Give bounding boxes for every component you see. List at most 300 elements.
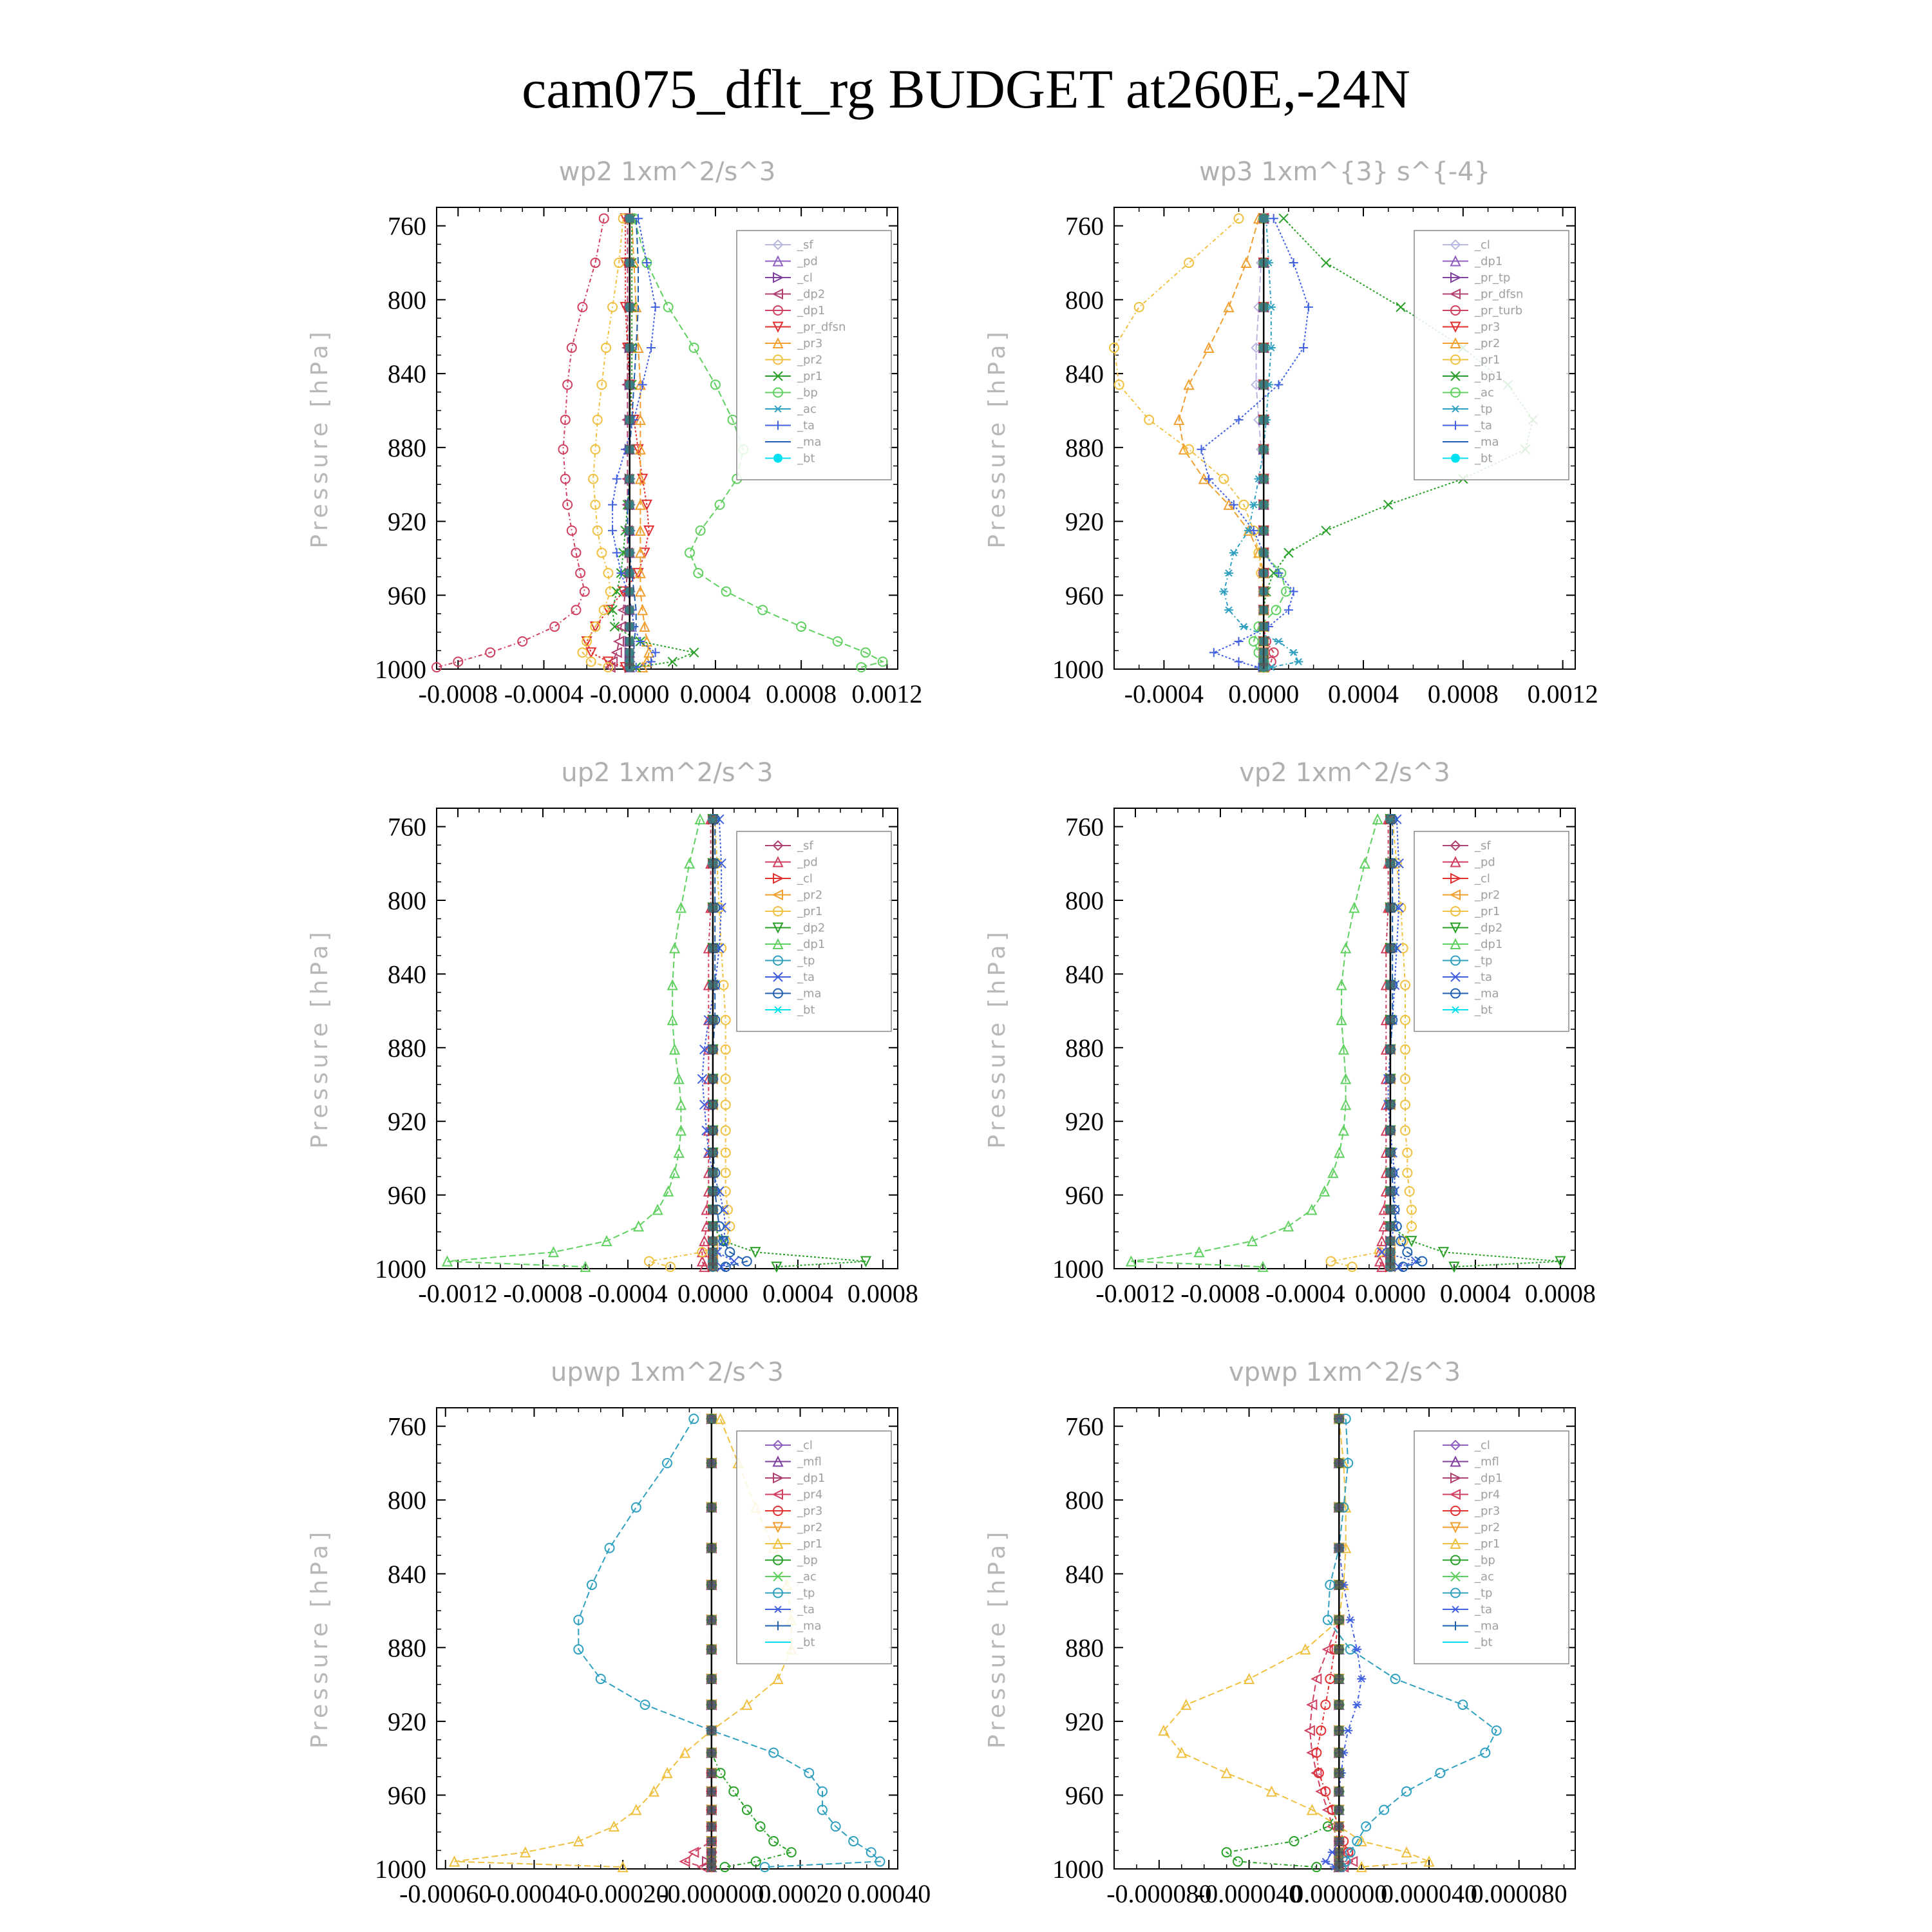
x-tick-label: -0.0012 — [418, 1279, 498, 1308]
legend-label: _cl — [1475, 238, 1490, 252]
data-point — [1184, 380, 1193, 389]
data-point — [580, 587, 589, 596]
zero-point — [708, 1045, 717, 1054]
y-tick-label: 800 — [1065, 886, 1104, 915]
zero-point — [707, 1459, 716, 1468]
zero-point — [707, 1805, 716, 1814]
y-tick-label: 920 — [1065, 1107, 1104, 1137]
x-tick-label: -0.00060 — [399, 1879, 492, 1908]
zero-point — [707, 1848, 716, 1857]
zero-point — [1334, 1822, 1343, 1831]
legend-label: _dp2 — [797, 287, 826, 301]
legend-label: _dp1 — [797, 938, 826, 951]
legend-label: _pr2 — [1475, 888, 1501, 902]
x-tick-label: 0.0004 — [1328, 679, 1399, 708]
zero-point — [1334, 1787, 1343, 1796]
data-point — [1224, 303, 1233, 312]
data-point — [1222, 1768, 1231, 1777]
legend-label: _pd — [797, 254, 818, 269]
y-tick-label: 960 — [388, 1781, 426, 1810]
zero-point — [1386, 981, 1395, 990]
y-tick-label: 880 — [1065, 1633, 1104, 1663]
data-point — [1343, 1727, 1352, 1734]
zero-point — [1334, 1459, 1343, 1468]
data-point — [1373, 815, 1382, 824]
legend-label: _dp1 — [797, 304, 826, 317]
legend-label: _ma — [797, 1619, 822, 1633]
legend-label: _ac — [1475, 1570, 1494, 1584]
x-tick-label: 0.000080 — [1470, 1879, 1567, 1908]
data-point — [1233, 1857, 1242, 1866]
panel-1 — [307, 157, 922, 708]
legend-label: _sf — [797, 238, 813, 252]
zero-point — [1334, 1544, 1343, 1553]
data-point — [1135, 303, 1144, 312]
y-tick-label: 840 — [1065, 359, 1104, 389]
zero-point — [1334, 1837, 1343, 1846]
data-point — [578, 303, 587, 312]
zero-point — [708, 943, 717, 952]
legend-label: _pr2 — [1475, 337, 1501, 350]
y-tick-label: 840 — [388, 960, 426, 989]
data-point — [715, 500, 724, 509]
panel-6 — [984, 1358, 1575, 1908]
x-tick-label: -0.00040 — [488, 1879, 581, 1908]
x-tick-label: 0.0008 — [1427, 679, 1499, 708]
data-point — [1299, 343, 1308, 352]
zero-point — [1259, 587, 1268, 596]
zero-point — [708, 903, 717, 912]
data-point — [670, 1168, 679, 1177]
zero-point — [1386, 1205, 1395, 1214]
x-tick-label: -0.0004 — [504, 679, 584, 708]
legend-label: _pr4 — [797, 1488, 823, 1502]
zero-point — [625, 214, 634, 223]
legend-label: _sf — [797, 839, 813, 853]
zero-point — [1386, 1016, 1395, 1025]
zero-point — [625, 548, 634, 557]
data-point — [1417, 1257, 1426, 1266]
legend-label: _pr2 — [797, 1520, 823, 1535]
zero-point — [708, 859, 717, 868]
y-axis-label: Pressure [hPa] — [307, 1528, 333, 1749]
legend-label: _pr2 — [1475, 1520, 1501, 1535]
zero-point — [708, 1222, 717, 1231]
zero-point — [708, 1148, 717, 1157]
data-point — [664, 303, 673, 312]
panel-title: vpwp 1xm^2/s^3 — [1228, 1358, 1461, 1387]
data-point — [787, 1848, 796, 1857]
legend-label: _bt — [1475, 1636, 1493, 1649]
x-tick-label: 0.000040 — [1380, 1879, 1477, 1908]
legend-label: _ma — [1475, 1619, 1499, 1633]
data-point — [857, 663, 866, 672]
zero-point — [707, 1726, 716, 1735]
data-point — [1235, 214, 1244, 223]
data-point — [685, 548, 694, 557]
y-tick-label: 1000 — [375, 1255, 426, 1283]
zero-point — [1386, 1168, 1395, 1177]
data-point — [1274, 380, 1283, 389]
data-point — [1284, 548, 1293, 557]
zero-point — [1334, 1848, 1343, 1857]
legend-label: _dp1 — [1475, 1472, 1503, 1485]
data-point — [596, 1674, 605, 1683]
legend-label: _pr_dfsn — [797, 320, 846, 334]
zero-point — [707, 1748, 716, 1757]
y-axis-label: Pressure [hPa] — [307, 928, 333, 1149]
series-line — [1254, 218, 1286, 667]
zero-point — [708, 1016, 717, 1025]
data-point — [1348, 1262, 1357, 1271]
x-tick-label: 0.0012 — [1527, 679, 1598, 708]
zero-point — [707, 1837, 716, 1846]
data-point — [1284, 605, 1293, 614]
zero-point — [1386, 1222, 1395, 1231]
data-point — [1439, 1247, 1448, 1256]
x-tick-label: -0.0008 — [1180, 1279, 1260, 1308]
legend-label: _cl — [1475, 872, 1490, 886]
data-point — [674, 1148, 683, 1157]
data-point — [608, 500, 617, 509]
legend-label: _pr3 — [797, 1504, 823, 1518]
zero-point — [707, 1544, 716, 1553]
data-point — [867, 1848, 876, 1857]
zero-point — [1259, 548, 1268, 557]
x-tick-label: 0.000000 — [1291, 1879, 1388, 1908]
legend-label: _ma — [797, 435, 822, 449]
data-point — [1399, 1262, 1408, 1271]
legend-label: _bp1 — [1475, 370, 1503, 383]
data-point — [1321, 258, 1331, 267]
zero-point — [1386, 859, 1395, 868]
zero-point — [1334, 1805, 1343, 1814]
data-point — [751, 1247, 760, 1256]
data-point — [690, 343, 699, 352]
data-point — [1339, 1126, 1348, 1135]
x-tick-label: 0.0004 — [1439, 1279, 1511, 1308]
legend-label: _bt — [797, 451, 815, 466]
series-line — [1202, 218, 1309, 667]
panel-4 — [984, 758, 1596, 1308]
y-tick-label: 880 — [388, 1033, 426, 1063]
legend-label: _pr1 — [797, 370, 823, 383]
legend-label: _bt — [1475, 451, 1493, 466]
zero-point — [1259, 380, 1268, 389]
data-point — [760, 1862, 769, 1871]
x-tick-label: -0.0012 — [1095, 1279, 1175, 1308]
zero-point — [625, 303, 634, 312]
legend-label: _pr_dfsn — [1475, 287, 1524, 301]
data-point — [664, 1187, 673, 1196]
legend-label: _tp — [1475, 1586, 1493, 1600]
zero-point — [625, 663, 634, 672]
zero-point — [625, 258, 634, 267]
legend-label: _ma — [1475, 435, 1499, 449]
legend-label: _dp2 — [797, 921, 826, 935]
y-tick-label: 760 — [1065, 211, 1104, 241]
legend-label: _ta — [1475, 971, 1493, 984]
zero-point — [707, 1787, 716, 1796]
x-tick-label: -0.000000 — [659, 1879, 764, 1908]
zero-point — [1259, 343, 1268, 352]
y-axis-label: Pressure [hPa] — [984, 328, 1010, 549]
y-tick-label: 760 — [388, 211, 426, 241]
legend-label: _ac — [1475, 386, 1494, 400]
zero-point — [1259, 622, 1268, 631]
zero-point — [625, 622, 634, 631]
panel-2 — [984, 157, 1598, 708]
y-tick-label: 800 — [388, 285, 426, 315]
zero-point — [708, 1168, 717, 1177]
zero-point — [708, 1187, 717, 1196]
zero-point — [1259, 415, 1268, 424]
zero-point — [1386, 1045, 1395, 1054]
x-tick-label: -0.0008 — [418, 679, 498, 708]
legend-label: _ta — [1475, 1603, 1493, 1616]
series-line — [1164, 1419, 1429, 1867]
zero-point — [708, 1236, 717, 1245]
zero-point — [1334, 1414, 1343, 1423]
x-tick-label: 0.0000 — [1354, 1279, 1426, 1308]
zero-point — [1259, 637, 1268, 646]
data-point — [804, 1768, 813, 1777]
series-line — [437, 218, 604, 667]
zero-point — [1334, 1645, 1343, 1654]
panel-title: wp2 1xm^2/s^3 — [558, 157, 776, 187]
series-line — [1114, 218, 1264, 667]
series-line — [649, 819, 730, 1267]
x-tick-label: 0.0004 — [679, 679, 751, 708]
legend-label: _pr_tp — [1475, 271, 1511, 285]
y-tick-label: 840 — [1065, 960, 1104, 989]
series-line — [702, 819, 734, 1267]
x-tick-label: 0.0000 — [677, 1279, 748, 1308]
x-tick-label: 0.0008 — [766, 679, 837, 708]
legend-label: _cl — [797, 872, 813, 886]
x-tick-label: -0.0004 — [1265, 1279, 1345, 1308]
legend-label: _pr_turb — [1475, 304, 1523, 317]
data-point — [1242, 258, 1251, 267]
series-line — [1227, 1419, 1340, 1867]
legend-label: _pr3 — [1475, 1504, 1501, 1518]
zero-point — [1386, 903, 1395, 912]
zero-point — [708, 1126, 717, 1135]
y-tick-label: 840 — [388, 359, 426, 389]
zero-point — [708, 1100, 717, 1109]
data-point — [1435, 1768, 1444, 1777]
x-tick-label: 0.00020 — [758, 1879, 842, 1908]
legend-marker — [1451, 454, 1460, 463]
data-point — [1209, 648, 1218, 657]
series-line — [587, 218, 649, 667]
y-tick-label: 760 — [388, 1412, 426, 1441]
page-title: cam075_dflt_rg BUDGET at260E,-24N — [522, 58, 1410, 120]
data-point — [1294, 659, 1303, 665]
legend-label: _dp1 — [1475, 938, 1503, 951]
legend-label: _pr2 — [797, 353, 823, 367]
zero-point — [1259, 258, 1268, 267]
legend-label: _sf — [1475, 839, 1491, 853]
legend-label: _bp — [1475, 1553, 1495, 1567]
zero-point — [625, 343, 634, 352]
data-point — [1396, 1236, 1405, 1245]
legend-label: _ta — [797, 971, 815, 984]
y-axis-label: Pressure [hPa] — [984, 1528, 1010, 1749]
data-point — [1197, 445, 1206, 454]
zero-point — [625, 445, 634, 454]
legend-label: _cl — [1475, 1439, 1490, 1452]
data-point — [1184, 258, 1193, 267]
series-line — [685, 1419, 712, 1867]
zero-point — [707, 1862, 716, 1871]
legend-label: _tp — [797, 1586, 815, 1600]
zero-point — [1386, 1100, 1395, 1109]
zero-point — [1259, 569, 1268, 578]
zero-point — [708, 1074, 717, 1083]
legend-label: _pr3 — [1475, 320, 1501, 334]
legend-label: _ac — [797, 1570, 817, 1584]
data-point — [1269, 214, 1278, 223]
data-point — [1304, 303, 1313, 312]
y-tick-label: 880 — [388, 433, 426, 462]
series-line — [612, 218, 656, 667]
y-tick-label: 880 — [1065, 433, 1104, 462]
legend-label: _dp2 — [1475, 921, 1503, 935]
legend-marker — [773, 454, 782, 463]
zero-point — [1259, 605, 1268, 614]
zero-point — [625, 500, 634, 509]
series-line — [1316, 1419, 1348, 1867]
zero-point — [625, 475, 634, 484]
x-tick-label: 0.0008 — [1524, 1279, 1596, 1308]
legend-label: _pr1 — [1475, 905, 1501, 918]
y-tick-label: 760 — [1065, 1412, 1104, 1441]
panel-title: vp2 1xm^2/s^3 — [1239, 758, 1450, 788]
zero-point — [708, 981, 717, 990]
data-point — [758, 605, 767, 614]
legend-label: _tp — [1475, 954, 1493, 968]
zero-point — [707, 1700, 716, 1709]
data-point — [571, 605, 580, 614]
data-point — [1219, 475, 1228, 484]
zero-point — [1334, 1726, 1343, 1735]
y-tick-label: 760 — [388, 812, 426, 842]
legend-label: _pr1 — [797, 905, 823, 918]
zero-point — [1259, 663, 1268, 672]
data-point — [1239, 623, 1248, 630]
data-point — [1346, 1616, 1355, 1623]
legend-label: _cl — [797, 271, 813, 285]
data-point — [1481, 1748, 1490, 1757]
panel-title: wp3 1xm^{3} s^{-4} — [1198, 157, 1491, 187]
data-point — [769, 1837, 778, 1846]
zero-point — [625, 415, 634, 424]
zero-point — [707, 1580, 716, 1589]
zero-point — [1259, 475, 1268, 484]
data-point — [608, 526, 617, 535]
legend-label: _cl — [797, 1439, 813, 1452]
data-point — [587, 648, 596, 657]
y-tick-label: 760 — [1065, 812, 1104, 842]
x-tick-label: -0.0000 — [590, 679, 670, 708]
legend-label: _ta — [797, 419, 815, 433]
data-point — [743, 1805, 752, 1814]
panel-title: up2 1xm^2/s^3 — [561, 758, 773, 788]
y-tick-label: 920 — [1065, 1707, 1104, 1736]
legend-label: _bp — [797, 1553, 818, 1567]
zero-point — [707, 1645, 716, 1654]
legend-label: _mfl — [797, 1455, 822, 1469]
y-tick-label: 960 — [1065, 1180, 1104, 1210]
legend-label: _pd — [797, 855, 818, 869]
y-tick-label: 840 — [1065, 1559, 1104, 1589]
legend-label: _dp1 — [797, 1472, 826, 1485]
y-tick-label: 800 — [388, 1486, 426, 1515]
zero-point — [707, 1414, 716, 1423]
series-line — [1179, 218, 1264, 667]
zero-point — [1334, 1503, 1343, 1512]
data-point — [729, 1787, 738, 1796]
data-point — [1235, 637, 1244, 646]
zero-point — [1259, 500, 1268, 509]
x-tick-label: 0.0012 — [851, 679, 923, 708]
data-point — [1267, 1787, 1276, 1796]
zero-point — [625, 587, 634, 596]
zero-point — [707, 1503, 716, 1512]
zero-point — [1386, 815, 1395, 824]
y-tick-label: 920 — [388, 507, 426, 536]
zero-point — [1334, 1700, 1343, 1709]
zero-point — [1386, 1126, 1395, 1135]
legend-label: _pr1 — [1475, 1537, 1501, 1551]
legend-label: _pr1 — [797, 1537, 823, 1551]
legend-label: _bt — [797, 1003, 815, 1017]
zero-point — [1334, 1862, 1343, 1871]
series-line — [1131, 819, 1378, 1267]
series-line — [1256, 218, 1264, 667]
zero-point — [1259, 648, 1268, 657]
x-tick-label: 0.00040 — [847, 1879, 931, 1908]
series-line — [448, 819, 701, 1267]
data-point — [651, 303, 660, 312]
zero-point — [625, 526, 634, 535]
data-point — [1204, 475, 1213, 484]
legend-label: _ma — [797, 987, 822, 1001]
y-axis-label: Pressure [hPa] — [307, 328, 333, 549]
y-tick-label: 1000 — [1052, 1855, 1104, 1884]
zero-point — [708, 1205, 717, 1214]
legend-label: _pr1 — [1475, 353, 1501, 367]
y-tick-label: 800 — [1065, 285, 1104, 315]
legend-label: _pr4 — [1475, 1488, 1501, 1502]
zero-point — [1386, 1247, 1395, 1256]
x-tick-label: -0.00020 — [576, 1879, 669, 1908]
data-point — [1360, 859, 1369, 868]
x-tick-label: -0.0004 — [1124, 679, 1204, 708]
legend-label: _bt — [1475, 1003, 1493, 1017]
x-tick-label: -0.000040 — [1196, 1879, 1302, 1908]
zero-point — [1386, 1074, 1395, 1083]
zero-point — [1259, 526, 1268, 535]
data-point — [1379, 1805, 1388, 1814]
y-tick-label: 920 — [1065, 507, 1104, 536]
zero-point — [707, 1674, 716, 1683]
panel-3 — [307, 758, 918, 1308]
y-tick-label: 1000 — [1052, 655, 1104, 684]
data-point — [1321, 526, 1331, 535]
zero-point — [1386, 1236, 1395, 1245]
